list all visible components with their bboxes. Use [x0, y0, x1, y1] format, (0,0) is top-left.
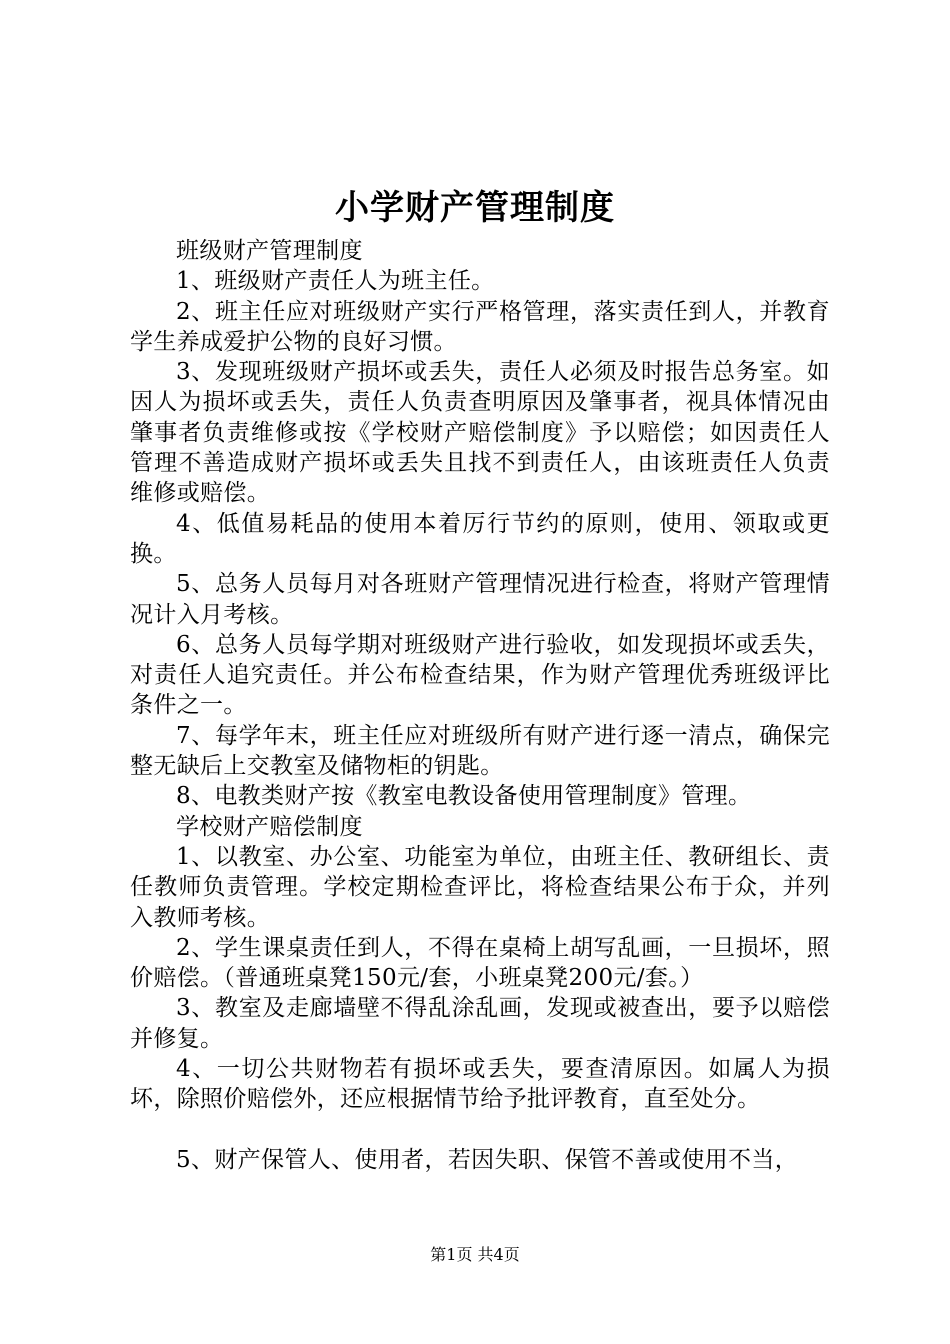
- section-heading-class-property: 班级财产管理制度: [176, 238, 363, 264]
- paragraph: 2、班主任应对班级财产实行严格管理，落实责任到人，并教育学生养成爱护公物的良好习惯。: [130, 298, 830, 355]
- paragraph: 4、低值易耗品的使用本着厉行节约的原则，使用、领取或更换。: [130, 510, 830, 567]
- paragraph: 3、教室及走廊墙壁不得乱涂乱画，发现或被查出，要予以赔偿并修复。: [130, 995, 830, 1052]
- paragraph: 2、学生课桌责任到人，不得在桌椅上胡写乱画，一旦损坏，照价赔偿。（普通班桌凳150元/套，小班桌凳200元/套。）: [130, 934, 830, 992]
- paragraph: 1、班级财产责任人为班主任。: [176, 268, 495, 295]
- paragraph: 3、发现班级财产损坏或丢失，责任人必须及时报告总务室。如因人为损坏或丢失，责任人负责查明原因及肇事者，视具体情况由肇事者负责维修或按《学校财产赔偿制度》予以赔偿；如因责任人管理不善造成财产损坏或丢失且找不到责任人，由该班责任人负责维修或赔偿。: [130, 359, 830, 507]
- paragraph: 5、财产保管人、使用者，若因失职、保管不善或使用不当，: [176, 1146, 799, 1173]
- section-heading-compensation: 学校财产赔偿制度: [176, 813, 363, 840]
- document-title: 小学财产管理制度: [335, 188, 615, 228]
- page-footer: 第1页 共4页: [430, 1245, 520, 1264]
- paragraph: 5、总务人员每月对各班财产管理情况进行检查，将财产管理情况计入月考核。: [130, 571, 830, 628]
- paragraph: 1、以教室、办公室、功能室为单位，由班主任、教研组长、责任教师负责管理。学校定期检查评比，将检查结果公布于众，并列入教师考核。: [130, 843, 830, 931]
- paragraph: 8、电教类财产按《教室电教设备使用管理制度》管理。: [176, 783, 752, 810]
- paragraph: 7、每学年末，班主任应对班级所有财产进行逐一清点，确保完整无缺后上交教室及储物柜的钥匙。: [130, 722, 830, 780]
- document-body: [130, 236, 830, 1175]
- paragraph: 4、一切公共财物若有损坏或丢失，要查清原因。如属人为损坏，除照价赔偿外，还应根据情节给予批评教育，直至处分。: [130, 1056, 830, 1113]
- paragraph: 6、总务人员每学期对班级财产进行验收，如发现损坏或丢失，对责任人追究责任。并公布检查结果，作为财产管理优秀班级评比条件之一。: [130, 631, 830, 719]
